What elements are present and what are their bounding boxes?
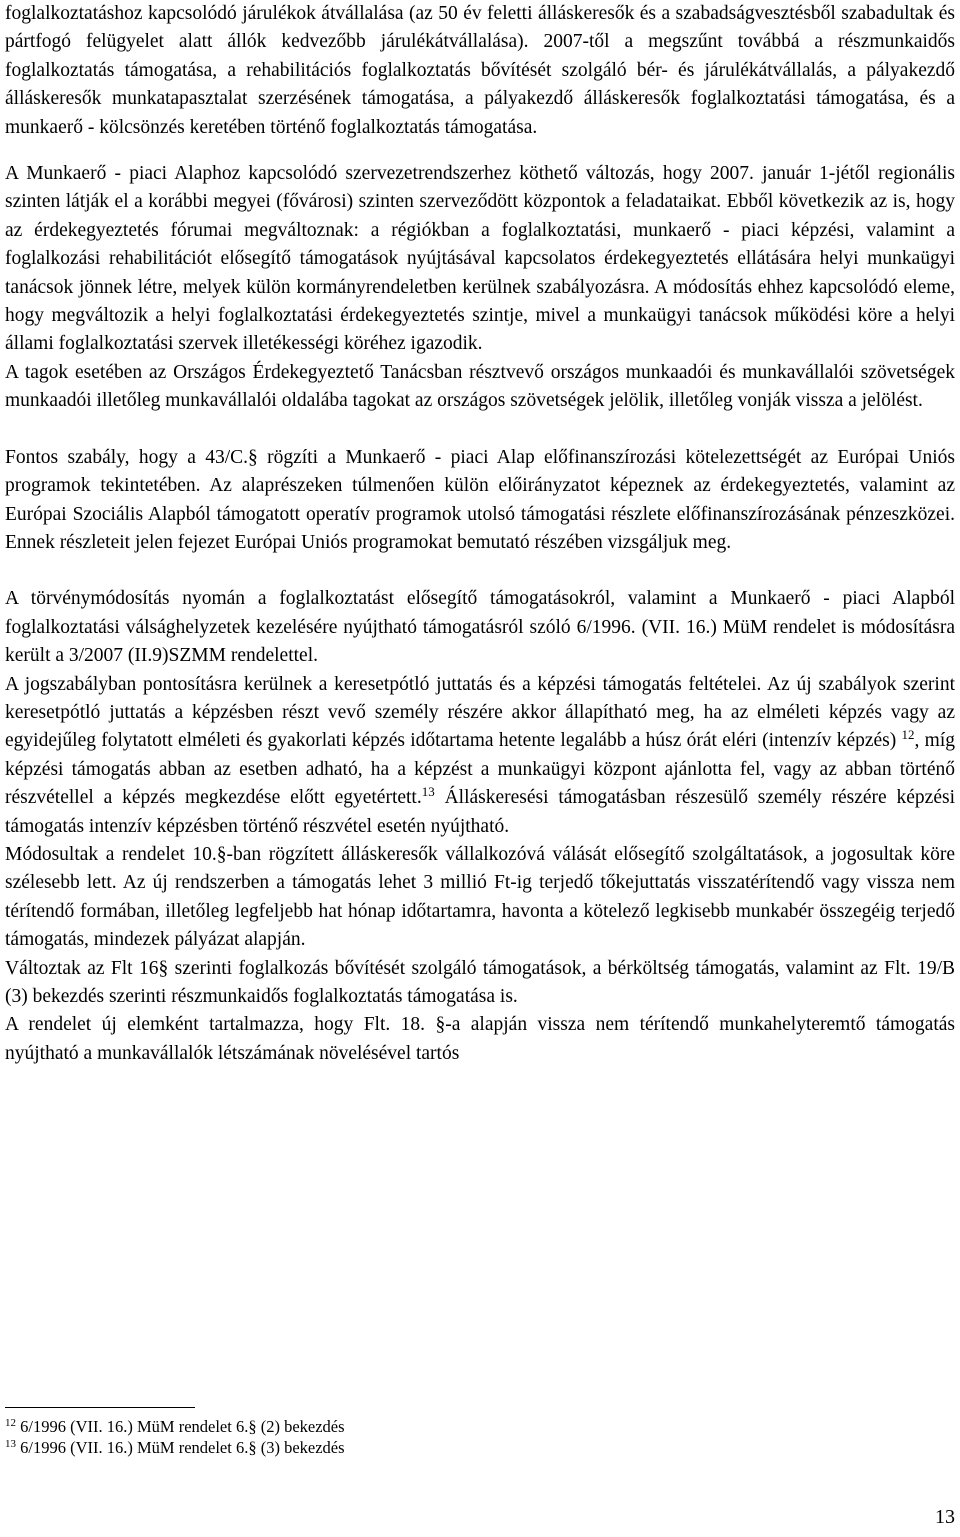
paragraph-6-part-b: , míg képzési támogatás abban az esetben adható, ha a képzést a munkaügyi központ ajánlotta fel, vagy az abban történő részvétellel a képzés megkezdése előtt egyetértett. <box>5 730 955 809</box>
footnote-text: 6/1996 (VII. 16.) MüM rendelet 6.§ (3) bekezdés <box>20 1438 345 1457</box>
document-body <box>5 0 955 1068</box>
paragraph-gap <box>5 142 955 160</box>
paragraph-gap <box>5 416 955 444</box>
paragraph-8: Változtak az Flt 16§ szerinti foglalkozás bővítését szolgáló támogatások, a bérköltség támogatás, valamint az Flt. 19/B (3) bekezdés szerinti részmunkaidős foglalkoztatás támogatása is. <box>5 957 955 1007</box>
footnote-number: 12 <box>5 1417 16 1429</box>
paragraph-4: Fontos szabály, hogy a 43/C.§ rögzíti a Munkaerő - piaci Alap előfinanszírozási kötelezettségét az Európai Uniós programok tekintetében. Az alaprészeken túlmenően külön előirányzatot képeznek az érdekegyeztetés, valamint az Európai Szociális Alapból támogatott operatív programok utolsó támogatási részlete előfinanszírozásának pénzeszközei. Ennek részleteit jelen fejezet Európai Uniós programokat bemutató részében vizsgáljuk meg. <box>5 446 955 553</box>
footnote-13 <box>5 1437 955 1458</box>
footnote-ref-13[interactable]: 13 <box>421 784 435 800</box>
footnote-ref-12[interactable]: 12 <box>901 727 915 743</box>
page-number: 13 <box>935 1506 955 1528</box>
footnote-text: 6/1996 (VII. 16.) MüM rendelet 6.§ (2) bekezdés <box>20 1417 345 1436</box>
footnote-divider <box>5 1407 195 1408</box>
paragraph-1: foglalkoztatáshoz kapcsolódó járulékok átvállalása (az 50 év feletti álláskeresők és a szabadságvesztésből szabadultak és pártfogó felügyelet alatt állók kedvezőbb járulékátvállalása). 2007-től a megszűnt továbbá a részmunkaidős foglalkoztatás támogatása, a rehabilitációs foglalkoztatás bővítését szolgáló bér- és járulékátvállalás, a pályakezdő álláskeresők munkatapasztalat szerzésének támogatása, a pályakezdő álláskeresők foglalkoztatási támogatása, és a munkaerő - kölcsönzés keretében történő foglalkoztatás támogatása. <box>5 3 955 138</box>
paragraph-6 <box>5 671 955 841</box>
paragraph-9: A rendelet új elemként tartalmazza, hogy Flt. 18. §-a alapján vissza nem térítendő munkahelyteremtő támogatás nyújtható a munkavállalók létszámának növelésével tartós <box>5 1014 955 1064</box>
paragraph-2: A Munkaerő - piaci Alaphoz kapcsolódó szervezetrendszerhez köthető változás, hogy 2007. január 1-jétől regionális szinten látják el a korábbi megyei (fővárosi) szinten szerveződött központok a feladataikat. Ebből következik az is, hogy az érdekegyeztetés fórumai megváltoznak: a régiókban a foglalkoztatási, munkaerő - piaci képzési, valamint a foglalkozási rehabilitációt elősegítő támogatások nyújtásával kapcsolatos érdekegyeztetés ellátására helyi munkaügyi tanácsok jönnek létre, melyek külön kormányrendeletben kerülnek szabályozásra. A módosítás ehhez kapcsolódó eleme, hogy megváltozik a helyi foglalkoztatási érdekegyeztetés szintje, mivel a munkaügyi tanácsok működési köre a helyi állami foglalkoztatási szervek illetékességi köréhez igazodik. <box>5 163 955 355</box>
paragraph-6-part-a: A jogszabályban pontosításra kerülnek a keresetpótló juttatás és a képzési támogatás feltételei. Az új szabályok szerint keresetpótló juttatás a képzésben részt vevő személy részére akkor állapítható meg, ha az elméleti képzés vagy az egyidejűleg folytatott elméleti és gyakorlati képzés időtartama hetente legalább a húsz órát eléri (intenzív képzés) <box>5 673 955 752</box>
paragraph-6-part-c: Álláskeresési támogatásban részesülő személy részére képzési támogatás intenzív képzésben történő részvétel esetén nyújtható. <box>5 787 955 837</box>
footnote-12 <box>5 1416 955 1437</box>
footnotes-section <box>5 1407 955 1458</box>
paragraph-7: Módosultak a rendelet 10.§-ban rögzített álláskeresők vállalkozóvá válását elősegítő szolgáltatások, a jogosultak köre szélesebb lett. Az új rendszerben a támogatás lehet 3 millió Ft-ig terjedő tőkejuttatás visszatérítendő vagy vissza nem térítendő formában, illetőleg legfeljebb hat hónap időtartamra, havonta a kötelező legkisebb munkabér összegéig terjedő támogatás, mindezek pályázat alapján. <box>5 843 955 951</box>
paragraph-gap <box>5 557 955 585</box>
paragraph-3: A tagok esetében az Országos Érdekegyeztető Tanácsban résztvevő országos munkaadói és munkavállalói szövetségek munkaadói illetőleg munkavállalói oldalába tagokat az országos szövetségek jelölik, illetőleg vonják vissza a jelölést. <box>5 361 955 412</box>
footnote-number: 13 <box>5 1438 16 1450</box>
paragraph-5: A törvénymódosítás nyomán a foglalkoztatást elősegítő támogatásokról, valamint a Munkaerő - piaci Alapból foglalkoztatási válsághelyzetek kezelésére nyújtható támogatásról szóló 6/1996. (VII. 16.) MüM rendelet is módosításra került a 3/2007 (II.9)SZMM rendelettel. <box>5 588 955 667</box>
